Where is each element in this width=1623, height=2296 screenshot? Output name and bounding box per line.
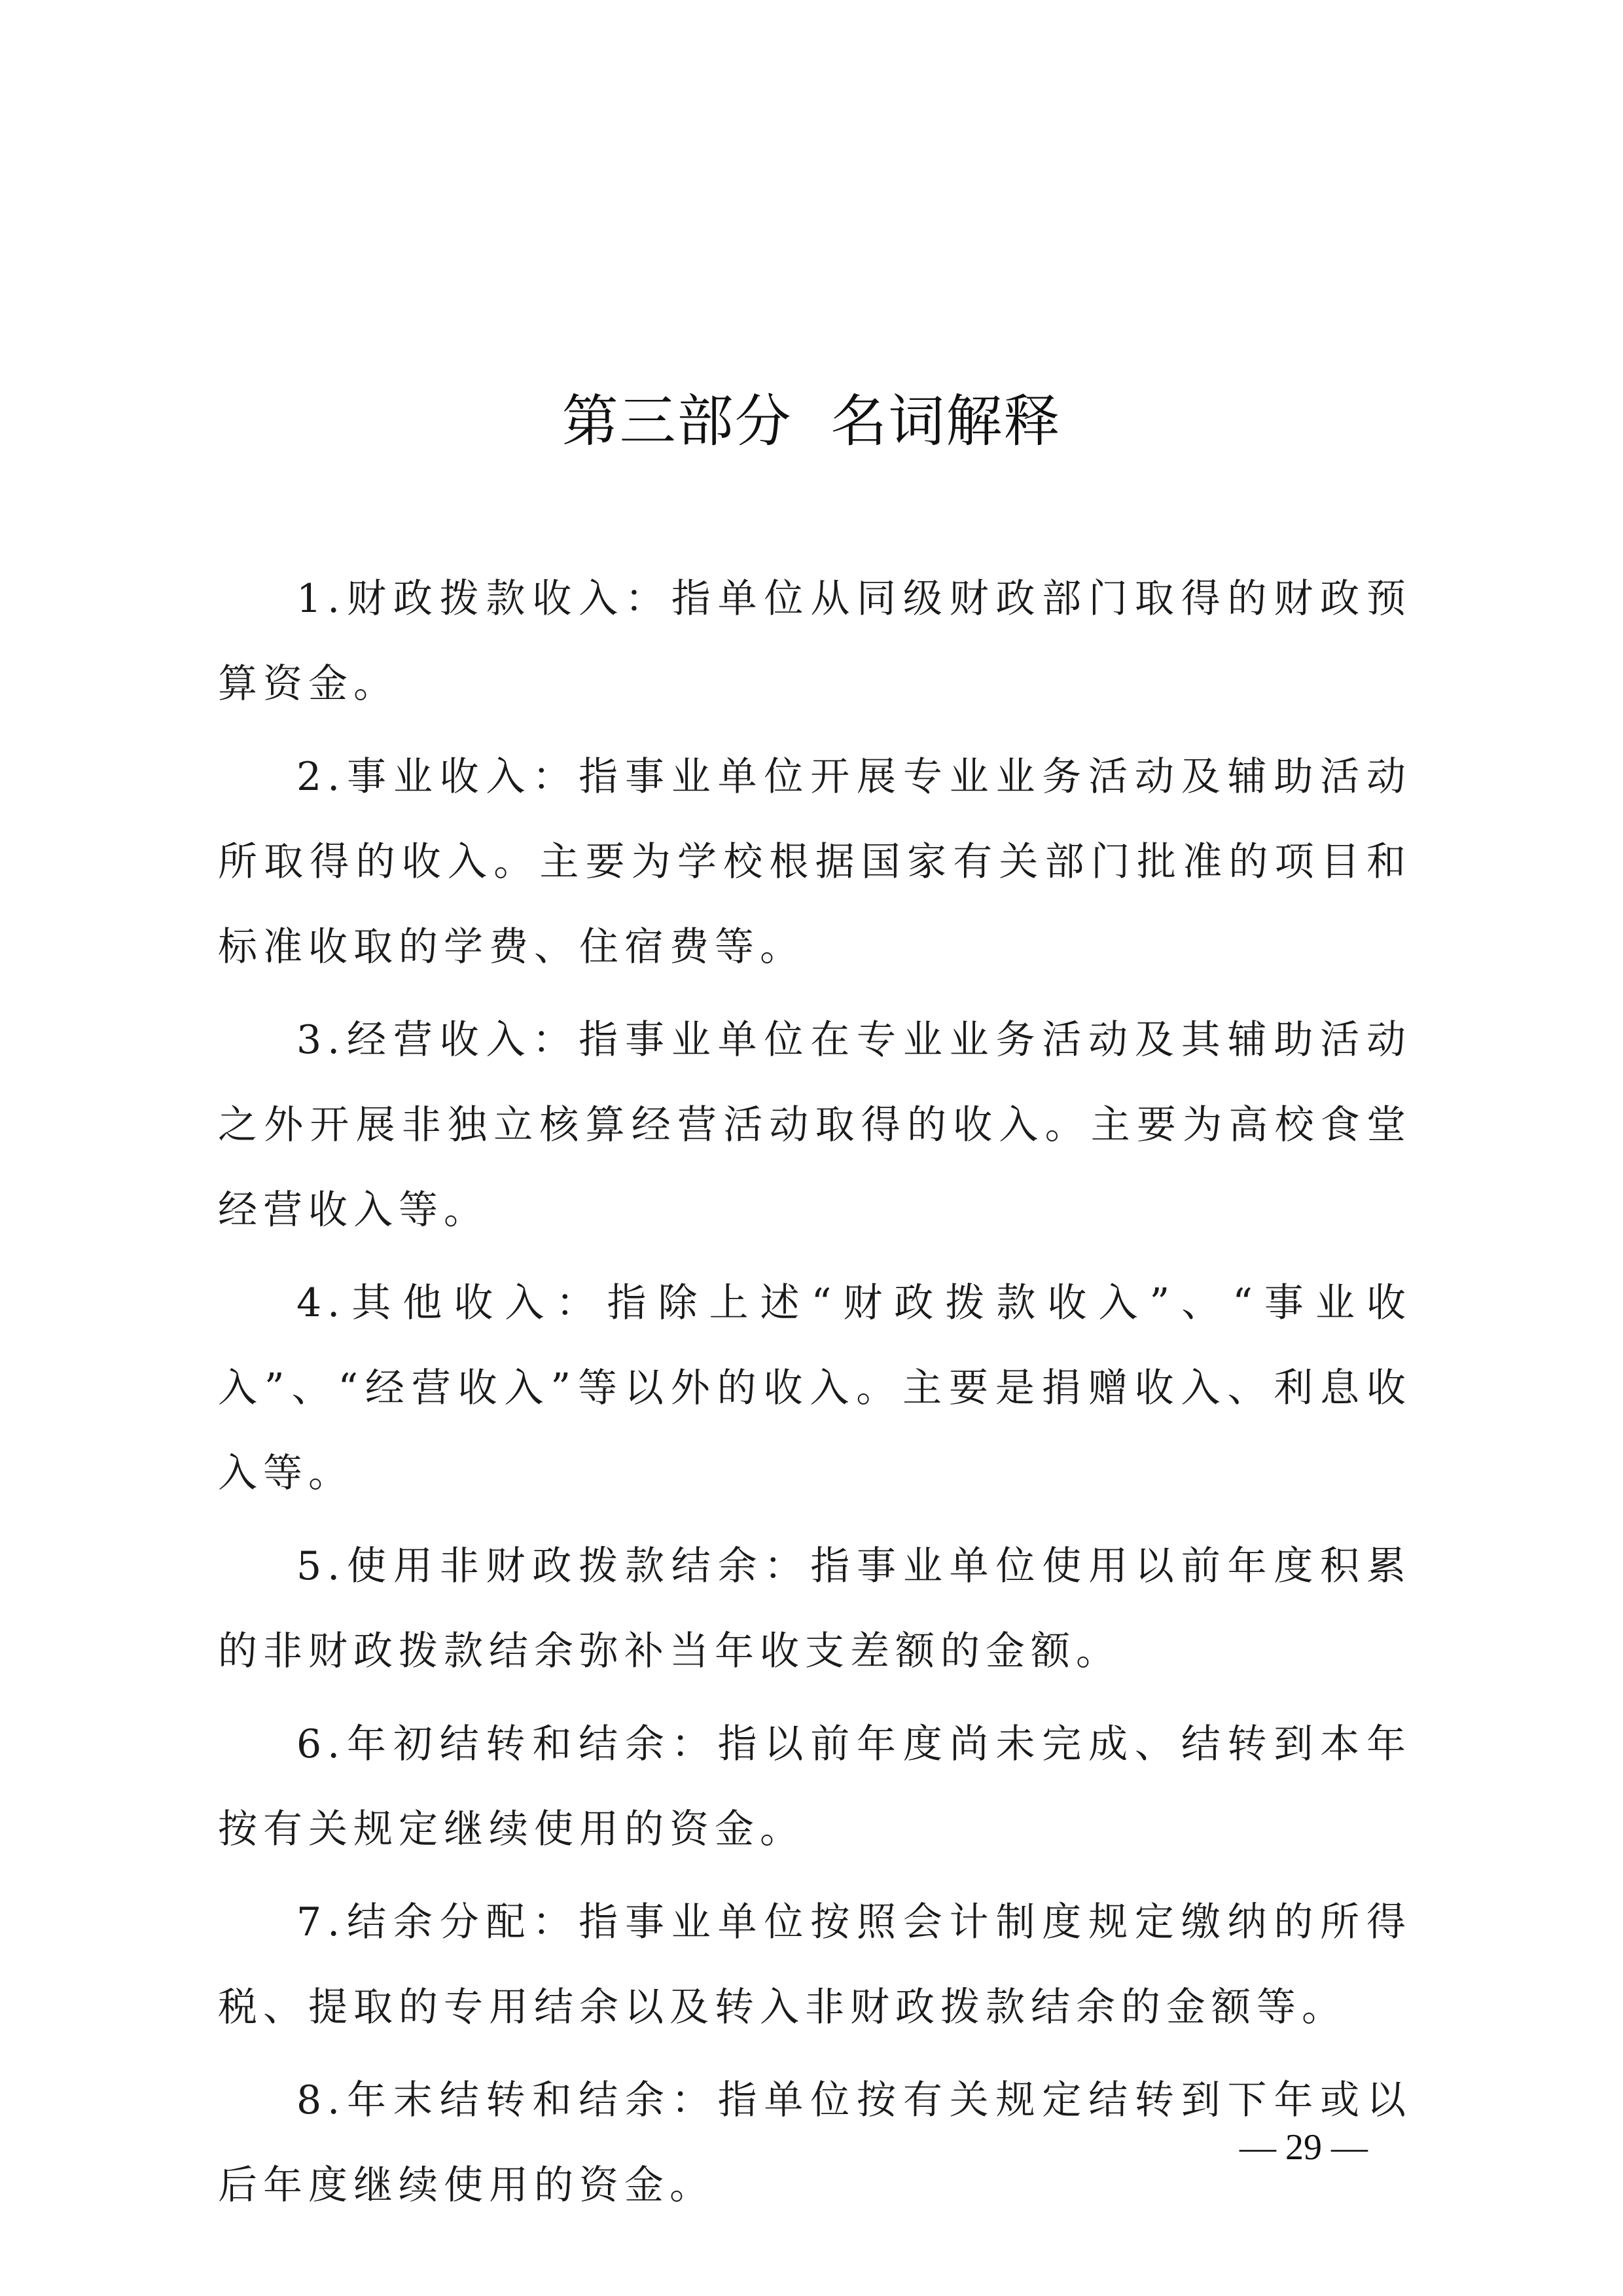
page-number: — 29 — [1240, 2127, 1368, 2168]
definition-paragraph: 2.事业收入：指事业单位开展专业业务活动及辅助活动所取得的收入。主要为学校根据国家有关部门批准的项目和标准收取的学费、住宿费等。 [218, 754, 1412, 970]
page-title: 第三部分 名词解释 [562, 389, 1061, 454]
definition-paragraph: 5.使用非财政拨款结余：指事业单位使用以前年度积累的非财政拨款结余弥补当年收支差额的金额。 [218, 1543, 1412, 1674]
definition-paragraph: 3.经营收入：指事业单位在专业业务活动及其辅助活动之外开展非独立核算经营活动取得的收入。主要为高校食堂经营收入等。 [218, 1017, 1412, 1233]
definitions-list [218, 556, 1412, 2236]
definition-paragraph: 6.年初结转和结余：指以前年度尚未完成、结转到本年按有关规定继续使用的资金。 [218, 1721, 1412, 1852]
definition-paragraph: 1.财政拨款收入：指单位从同级财政部门取得的财政预算资金。 [218, 576, 1412, 707]
definition-paragraph: 8.年末结转和结余：指单位按有关规定结转到下年或以后年度继续使用的资金。 [218, 2077, 1412, 2208]
definition-paragraph: 4.其他收入：指除上述“财政拨款收入”、“事业收入”、“经营收入”等以外的收入。主要是捐赠收入、利息收入等。 [218, 1280, 1412, 1496]
definition-paragraph: 7.结余分配：指事业单位按照会计制度规定缴纳的所得税、提取的专用结余以及转入非财政拨款结余的金额等。 [218, 1899, 1412, 2030]
